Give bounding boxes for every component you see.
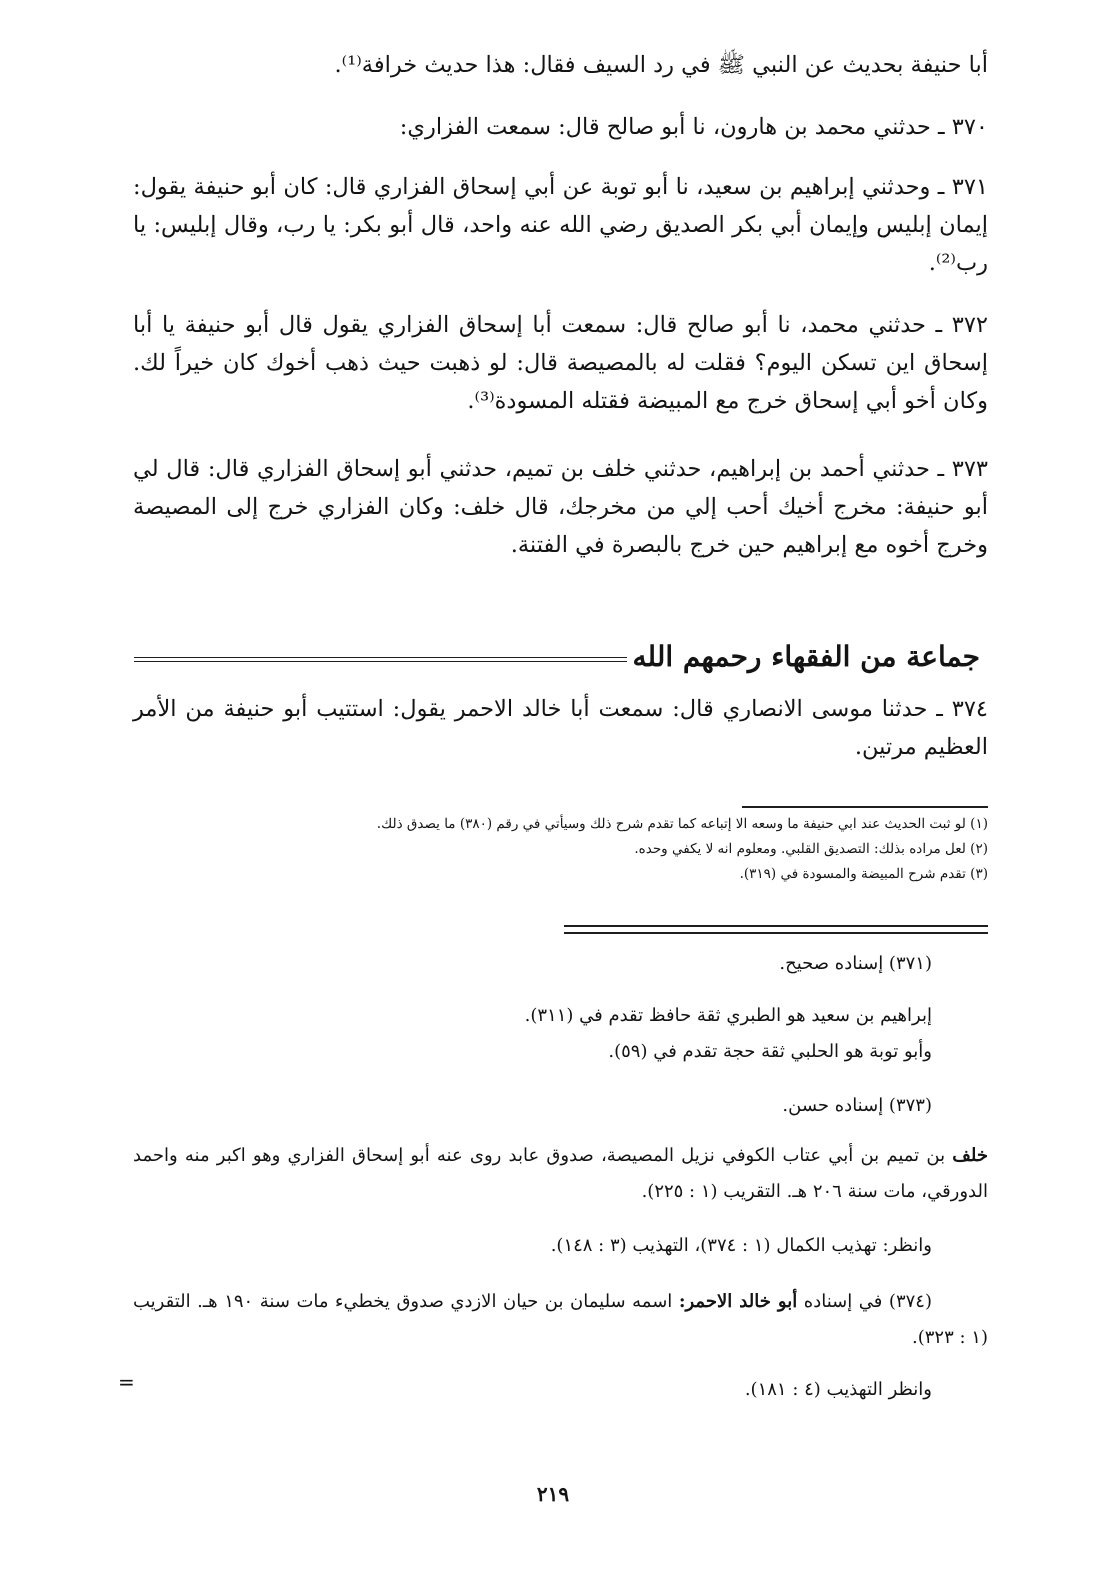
annotation-373-see: وانظر: تهذيب الكمال (١ : ٣٧٤)، التهذيب (٣ : ١٤٨). — [550, 1235, 932, 1256]
narration-371: ٣٧١ ـ وحدثني إبراهيم بن سعيد، نا أبو توبة عن أبي إسحاق الفزاري قال: كان أبو حنيفة يقول: إيمان إبليس وإيمان أبي بكر الصديق رضي الله عنه واحد، قال أبو بكر: يا رب، وقال إبليس: يا رب⁽²⁾. — [133, 174, 988, 276]
continuation-paragraph: أبا حنيفة بحديث عن النبي ﷺ في رد السيف فقال: هذا حديث خرافة⁽¹⁾. — [334, 52, 988, 78]
annotation-separator-bottom — [564, 932, 988, 934]
annotation-371-line-1: إبراهيم بن سعيد هو الطبري ثقة حافظ تقدم في (٣١١). — [524, 1005, 932, 1026]
annotation-374-body: (٣٧٤) في إسناده أبو خالد الاحمر: اسمه سليمان بن حيان الازدي صدوق يخطيء مات سنة ١٩٠ هـ. التقريب (١ : ٣٢٣). — [133, 1291, 988, 1348]
page-number: ٢١٩ — [536, 1482, 570, 1506]
footnote-2: (٢) لعل مراده بذلك: التصديق القلبي. ومعلوم انه لا يكفي وحده. — [634, 841, 988, 857]
footnotes — [228, 812, 988, 887]
narration-373: ٣٧٣ ـ حدثني أحمد بن إبراهيم، حدثني خلف بن تميم، حدثني أبو إسحاق الفزاري قال: قال لي أبو حنيفة: مخرج أخيك أحب إلي من مخرجك، قال خلف: وكان الفزاري خرج إلى المصيصة وخرج أخوه مع إبراهيم حين خرج بالبصرة في الفتنة. — [133, 456, 988, 558]
annotation-373-body: خلف بن تميم بن أبي عتاب الكوفي نزيل المصيصة، صدوق عابد روى عنه أبو إسحاق الفزاري وهو اكبر منه واحمد الدورقي، مات سنة ٢٠٦ هـ. التقريب (١ : ٢٢٥). — [133, 1145, 988, 1202]
footnote-3: (٣) تقدم شرح المبيضة والمسودة في (٣١٩). — [739, 866, 988, 882]
section-heading — [134, 628, 986, 684]
annotation-371-title: (٣٧١) إسناده صحيح. — [779, 953, 932, 974]
margin-mark: = — [118, 1370, 135, 1394]
annotation-374-name: أبو خالد الاحمر: — [678, 1291, 798, 1312]
footnote-separator — [742, 806, 988, 808]
narration-372: ٣٧٢ ـ حدثني محمد، نا أبو صالح قال: سمعت أبا إسحاق الفزاري يقول قال أبو حنيفة يا أبا إسحاق اين تسكن اليوم؟ فقلت له بالمصيصة قال: لو ذهبت حيث ذهب أخوك كان خيراً لك. وكان أخو أبي إسحاق خرج مع المبيضة فقتله المسودة⁽³⁾. — [133, 312, 988, 414]
annotation-373-title: (٣٧٣) إسناده حسن. — [782, 1095, 932, 1116]
annotation-separator-top — [564, 925, 988, 927]
heading-rule-left — [134, 657, 627, 662]
footnote-1: (١) لو ثبت الحديث عند ابي حنيفة ما وسعه الا إتباعه كما تقدم شرح ذلك وسيأتي في رقم (٣٨٠) ما يصدق ذلك. — [376, 816, 988, 832]
annotation-371-line-2: وأبو توبة هو الحلبي ثقة حجة تقدم في (٥٩). — [608, 1041, 932, 1062]
narration-370: ٣٧٠ ـ حدثني محمد بن هارون، نا أبو صالح قال: سمعت الفزاري: — [399, 114, 988, 140]
section-heading-text: جماعة من الفقهاء رحمهم الله — [632, 639, 980, 673]
annotation-373-name: خلف — [952, 1145, 988, 1166]
annotation-374-see: وانظر التهذيب (٤ : ١٨١). — [744, 1379, 932, 1400]
narration-374: ٣٧٤ ـ حدثنا موسى الانصاري قال: سمعت أبا خالد الاحمر يقول: استتيب أبو حنيفة من الأمر العظيم مرتين. — [133, 696, 988, 760]
